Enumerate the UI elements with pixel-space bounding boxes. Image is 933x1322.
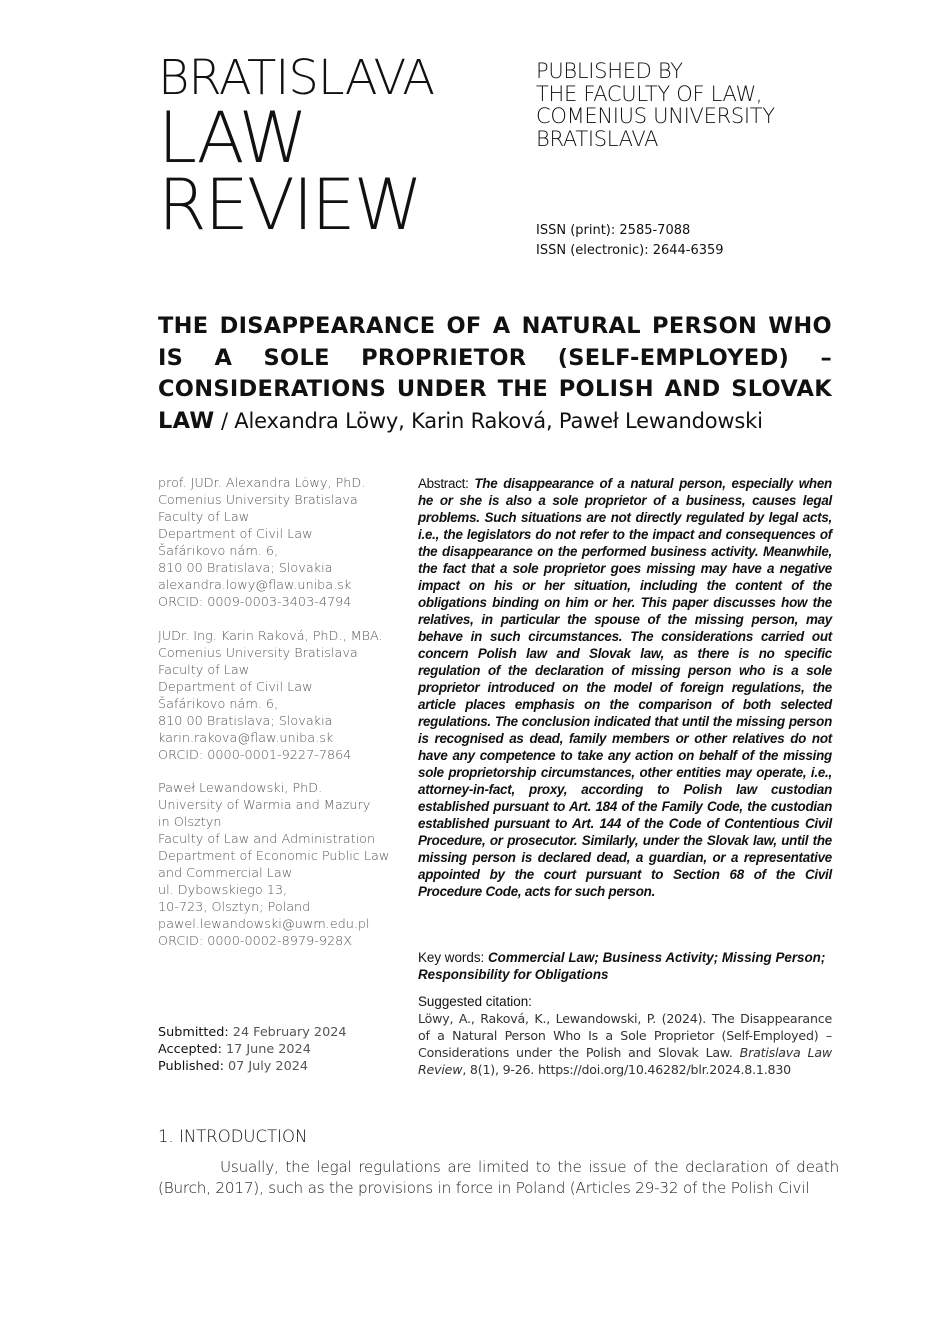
author-orcid: ORCID: 0000-0001-9227-7864: [158, 748, 352, 763]
affiliation-line: Department of Civil Law: [158, 680, 313, 695]
article-title-text: THE DISAPPEARANCE OF A NATURAL PERSON WHO IS A SOLE PROPRIETOR (SELF-EMPLOYED) – CONSIDERATIONS UNDER THE POLISH AND SLOVAK LAW: [158, 313, 832, 434]
issn-electronic: ISSN (electronic): 2644-6359: [536, 243, 724, 258]
article-authors: / Alexandra Löwy, Karin Raková, Paweł Lewandowski: [214, 408, 763, 433]
accepted-value: 17 June 2024: [221, 1042, 311, 1057]
affiliation-line: prof. JUDr. Alexandra Löwy, PhD.: [158, 476, 366, 491]
issn-print: ISSN (print): 2585-7088: [536, 223, 691, 238]
accepted-label: Accepted:: [158, 1042, 222, 1057]
abstract-text: The disappearance of a natural person, especially when he or she is also a sole proprietor of a business, causes legal problems. Such situations are not directly regulated by legal acts, i.e., the legislators do not refer to the impact and consequences of the disappearance on the performed business activity. Meanwhile, the fact that a sole proprietor goes missing may have a negative impact on his or her situation, including the content of the obligations binding on him or her. This paper discusses how the relatives, in particular the spouse of the missing person, may behave in such circumstances. The considerations carried out concern Polish law and Slovak law, as there is no specific regulation of the declaration of missing person who is a sole proprietor introduced on the model of foreign regulations, the article places emphasis on the comparison of both selected regulations. The conclusion indicated that until the missing person is recognised as dead, family members or other relatives do not have any competence to take any action on behalf of the missing sole proprietorship circumstances, other entities may operate, i.e., attorney-in-fact, proxy, according to Polish law custodian established pursuant to Art. 184 of the Family Code, the custodian established pursuant to Art. 144 of the Code of Contentious Civil Procedure, or prosecutor. Similarly, under the Slovak law, until the missing person is declared dead, a guardian, or a representative appointed by the court pursuant to Section 68 of the Civil Procedure Code, acts for such person.: [418, 476, 832, 899]
abstract-label: Abstract:: [418, 476, 475, 491]
author-affiliation: [158, 628, 398, 764]
published-date: [158, 1058, 398, 1075]
affiliation-line: 810 00 Bratislava; Slovakia: [158, 561, 333, 576]
affiliation-line: Paweł Lewandowski, PhD.: [158, 781, 323, 796]
citation-journal: Bratislava Law Review: [418, 1045, 832, 1077]
affiliation-line: JUDr. Ing. Karin Raková, PhD., MBA.: [158, 629, 383, 644]
keywords: [418, 949, 832, 983]
article-title: [158, 311, 832, 437]
published-value: 07 July 2024: [223, 1059, 308, 1074]
affiliation-line: Faculty of Law and Administration: [158, 832, 376, 847]
journal-title: [158, 50, 498, 246]
journal-title-line-3: REVIEW: [158, 164, 421, 246]
affiliation-line: and Commercial Law: [158, 866, 293, 881]
suggested-citation: [418, 1010, 832, 1078]
publisher-line: THE FACULTY OF LAW,: [536, 81, 763, 106]
affiliation-line: Faculty of Law: [158, 663, 250, 678]
publisher-line: BRATISLAVA: [536, 126, 659, 151]
author-affiliation: [158, 780, 398, 950]
citation-label: Suggested citation:: [418, 994, 532, 1009]
journal-title-line-1: BRATISLAVA: [158, 50, 435, 106]
introduction-heading: 1. INTRODUCTION: [158, 1127, 308, 1146]
citation-doi[interactable]: , 8(1), 9-26. https://doi.org/10.46282/blr.2024.8.1.830: [462, 1062, 791, 1077]
accepted-date: [158, 1041, 398, 1058]
affiliation-line: Šafárikovo nám. 6,: [158, 544, 279, 559]
published-label: Published:: [158, 1059, 224, 1074]
author-email[interactable]: pawel.lewandowski@uwm.edu.pl: [158, 917, 370, 932]
author-email[interactable]: alexandra.lowy@flaw.uniba.sk: [158, 578, 352, 593]
publisher-info: [536, 60, 866, 150]
affiliation-line: Department of Civil Law: [158, 527, 313, 542]
affiliation-line: Šafárikovo nám. 6,: [158, 697, 279, 712]
author-affiliation: [158, 475, 398, 611]
affiliation-line: Comenius University Bratislava: [158, 646, 358, 661]
affiliation-line: Comenius University Bratislava: [158, 493, 358, 508]
publication-dates: [158, 1024, 398, 1075]
affiliation-line: ul. Dybowskiego 13,: [158, 883, 288, 898]
introduction-paragraph: Usually, the legal regulations are limited to the issue of the declaration of death (Burch, 2017), such as the provisions in force in Poland (Articles 29-32 of the Polish Civil: [158, 1158, 839, 1197]
author-orcid: ORCID: 0009-0003-3403-4794: [158, 595, 352, 610]
journal-title-line-2: LAW: [158, 97, 306, 179]
keywords-label: Key words:: [418, 950, 488, 965]
affiliation-line: 810 00 Bratislava; Slovakia: [158, 714, 333, 729]
publisher-line: COMENIUS UNIVERSITY: [536, 104, 775, 128]
citation-text: Löwy, A., Raková, K., Lewandowski, P. (2024). The Disappearance of a Natural Person Who Is a Sole Proprietor (Self-Employed) – Considerations under the Polish and Slovak Law.: [418, 1011, 832, 1060]
affiliation-line: 10-723, Olsztyn; Poland: [158, 900, 311, 915]
affiliation-line: Faculty of Law: [158, 510, 250, 525]
keywords-text: Commercial Law; Business Activity; Missing Person; Responsibility for Obligations: [418, 950, 826, 982]
issn-block: [536, 221, 836, 261]
affiliation-line: in Olsztyn: [158, 815, 222, 830]
submitted-date: [158, 1024, 398, 1041]
abstract: [418, 475, 832, 900]
submitted-label: Submitted:: [158, 1025, 229, 1040]
publisher-line: PUBLISHED BY: [536, 59, 683, 83]
affiliation-line: Department of Economic Public Law: [158, 849, 390, 864]
author-orcid: ORCID: 0000-0002-8979-928X: [158, 934, 353, 949]
author-email[interactable]: karin.rakova@flaw.uniba.sk: [158, 731, 334, 746]
submitted-value: 24 February 2024: [228, 1025, 347, 1040]
affiliation-line: University of Warmia and Mazury: [158, 798, 371, 813]
